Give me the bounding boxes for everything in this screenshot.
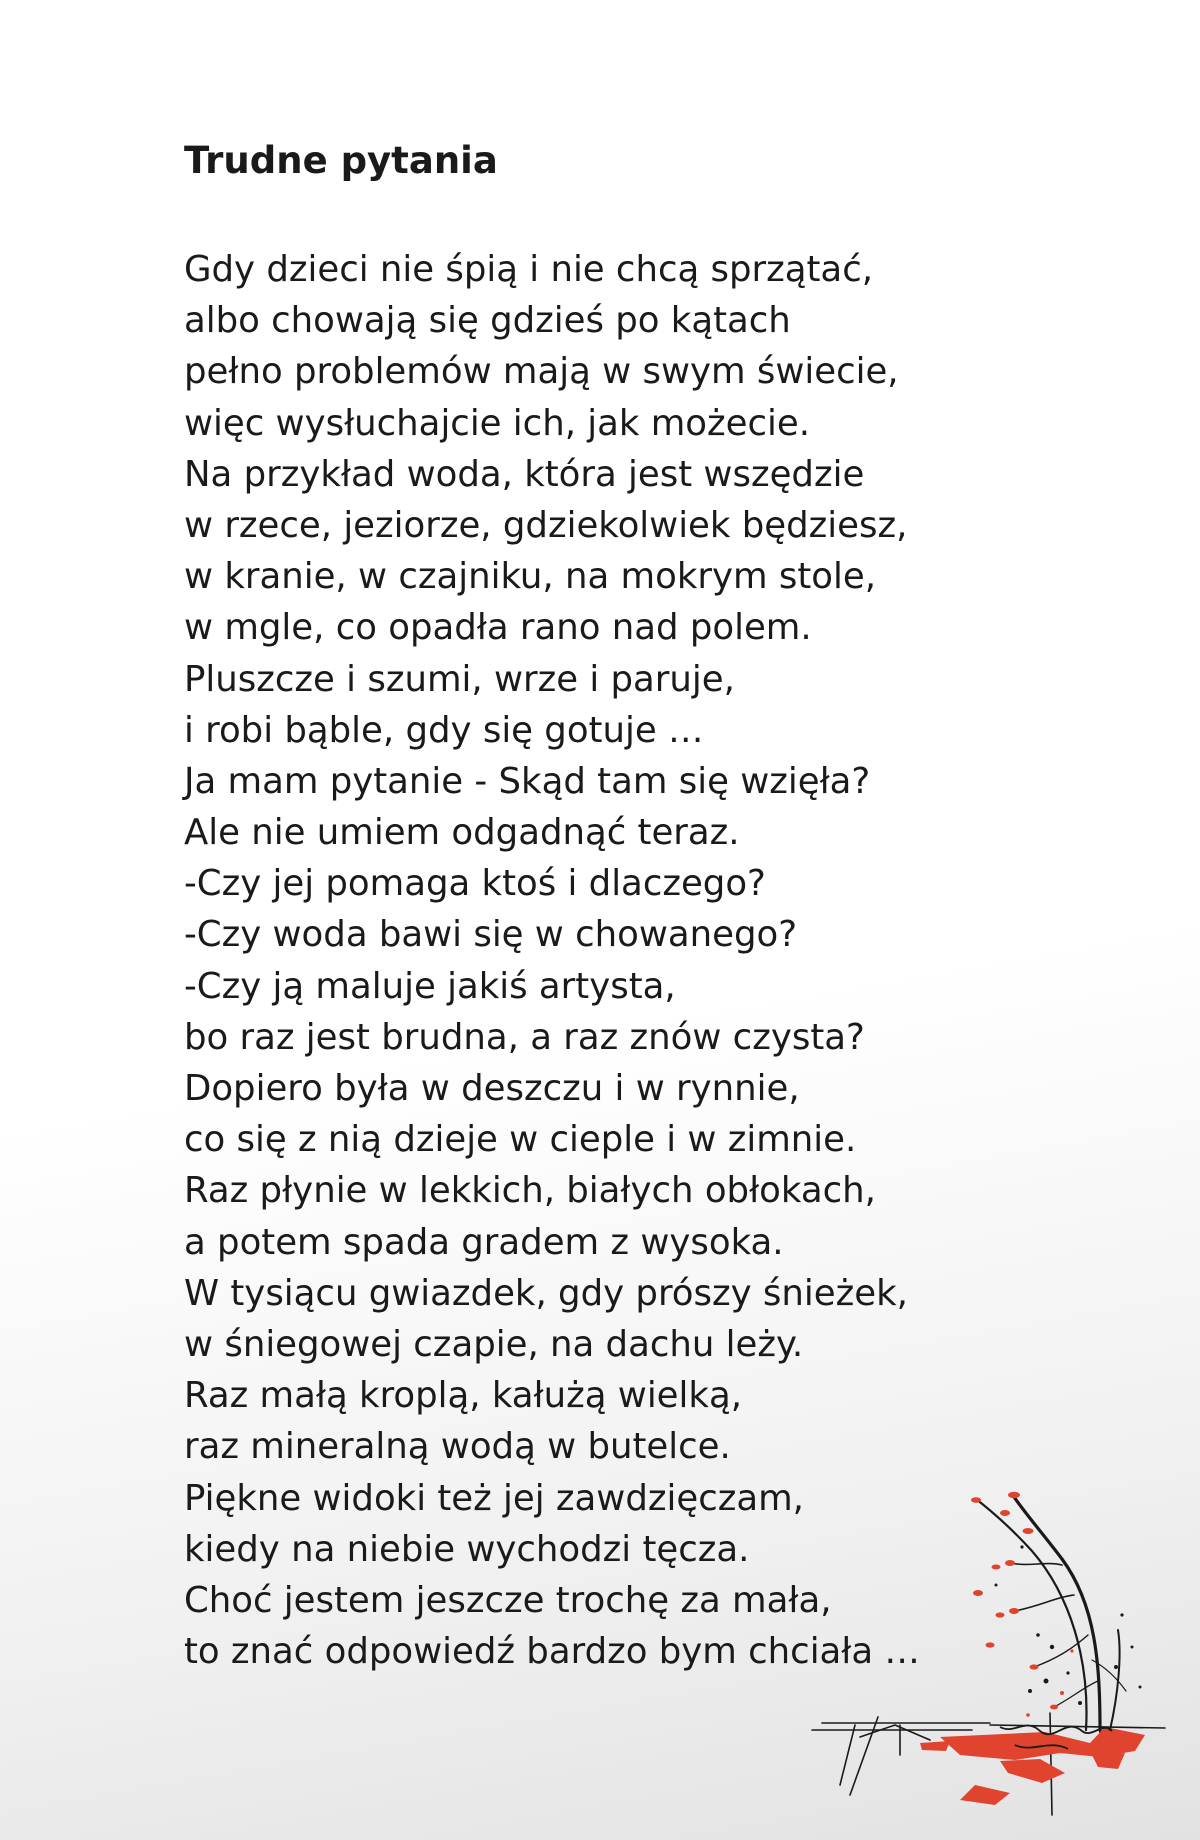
poem-line: i robi bąble, gdy się gotuje …	[184, 709, 704, 751]
poem-line: raz mineralną wodą w butelce.	[184, 1426, 731, 1468]
poem-line: a potem spada gradem z wysoka.	[184, 1221, 784, 1263]
poem-title: Trudne pytania	[184, 139, 498, 182]
poem-line: więc wysłuchajcie ich, jak możecie.	[184, 402, 810, 444]
poem-line: Gdy dzieci nie śpią i nie chcą sprzątać,	[184, 249, 873, 290]
poem-line: w mgle, co opadła rano nad polem.	[184, 607, 812, 649]
red-dots	[1026, 1649, 1073, 1716]
poem-line: Na przykład woda, która jest wszędzie	[184, 453, 865, 495]
poem-line: to znać odpowiedź bardzo bym chciała …	[184, 1631, 920, 1673]
poem-line: -Czy woda bawi się w chowanego?	[184, 914, 798, 956]
poem-line: Dopiero była w deszczu i w rynnie,	[184, 1068, 800, 1109]
poem-line: co się z nią dzieje w cieple i w zimnie.	[184, 1119, 857, 1161]
poem-line: Ale nie umiem odgadnąć teraz.	[184, 812, 740, 854]
poem-line: w rzece, jeziorze, gdziekolwiek będziesz,	[184, 504, 908, 546]
poem-line: Pluszcze i szumi, wrze i paruje,	[184, 658, 735, 700]
poem-line: Raz małą kroplą, kałużą wielką,	[184, 1375, 742, 1417]
poem-line: -Czy jej pomaga ktoś i dlaczego?	[184, 863, 766, 905]
red-leaves	[971, 1492, 1058, 1710]
ink-tree-illustration	[800, 1455, 1180, 1825]
poem-line: pełno problemów mają w swym świecie,	[184, 351, 899, 393]
poem-line: Choć jestem jeszcze trochę za mała,	[184, 1579, 832, 1621]
poem-line: bo raz jest brudna, a raz znów czysta?	[184, 1016, 865, 1058]
poem-line: -Czy ją maluje jakiś artysta,	[184, 965, 676, 1007]
poem-line: kiedy na niebie wychodzi tęcza.	[184, 1528, 750, 1570]
poem-line: Piękne widoki też jej zawdzięczam,	[184, 1477, 804, 1519]
poem-line: w kranie, w czajniku, na mokrym stole,	[184, 556, 876, 598]
poem-line: Raz płynie w lekkich, białych obłokach,	[184, 1170, 876, 1212]
poem-line: W tysiącu gwiazdek, gdy prószy śnieżek,	[184, 1272, 908, 1314]
poem-line: Ja mam pytanie - Skąd tam się wzięła?	[184, 760, 871, 802]
poem-line: albo chowają się gdzieś po kątach	[184, 300, 791, 342]
red-paint-splash	[920, 1727, 1145, 1805]
poem-line: w śniegowej czapie, na dachu leży.	[184, 1323, 804, 1365]
